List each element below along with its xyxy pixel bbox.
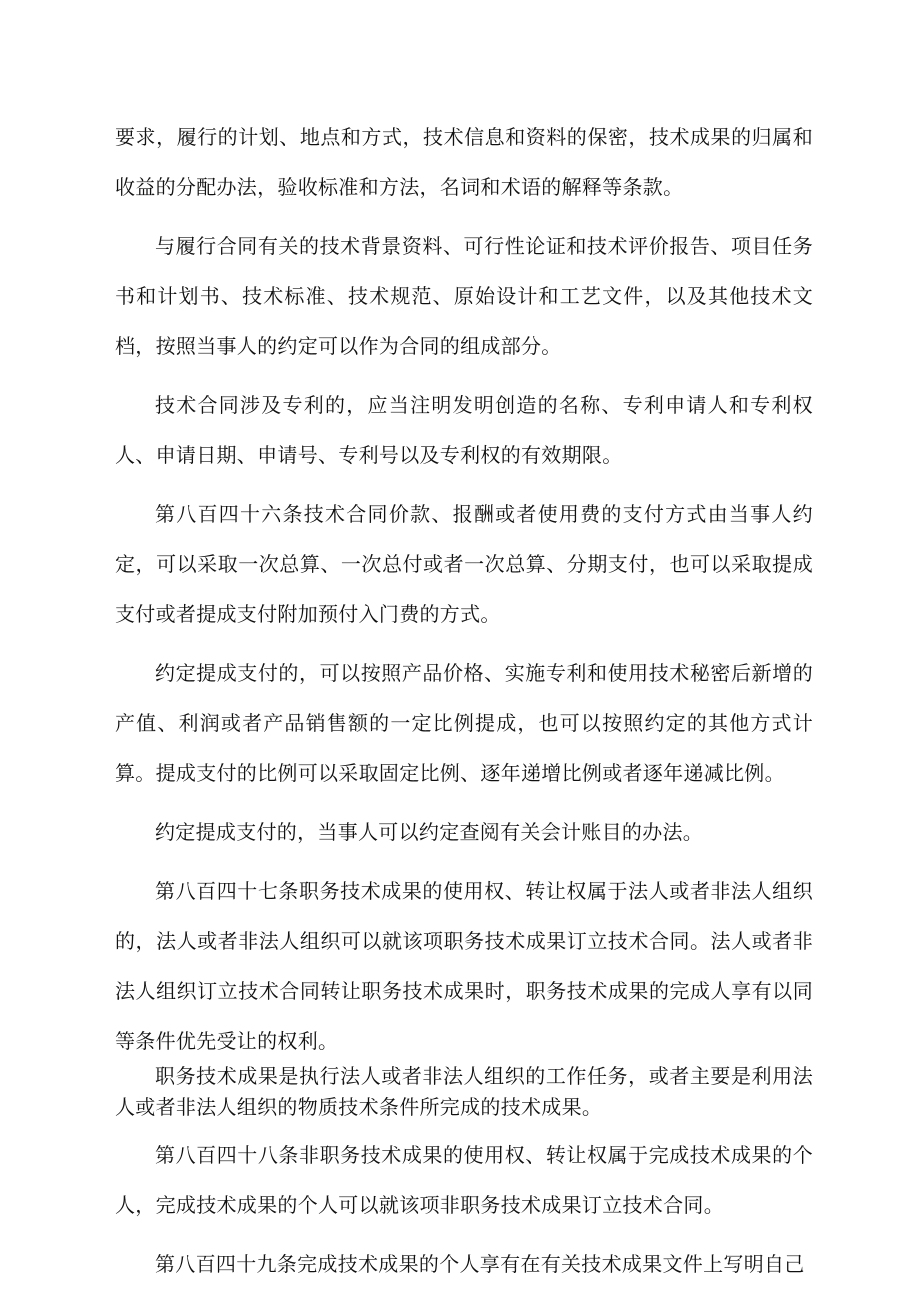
paragraph-4: 第八百四十六条技术合同价款、报酬或者使用费的支付方式由当事人约定，可以采取一次总算、一次总付或者一次总算、分期支付，也可以采取提成支付或者提成支付附加预付入门费的方式。 bbox=[115, 502, 813, 626]
paragraph-8: 职务技术成果是执行法人或者非法人组织的工作任务，或者主要是利用法人或者非法人组织的物质技术条件所完成的技术成果。 bbox=[115, 1064, 813, 1119]
paragraph-9: 第八百四十八条非职务技术成果的使用权、转让权属于完成技术成果的个人，完成技术成果的个人可以就该项非职务技术成果订立技术合同。 bbox=[115, 1143, 813, 1217]
paragraph-1: 要求，履行的计划、地点和方式，技术信息和资料的保密，技术成果的归属和收益的分配办法，验收标准和方法，名词和术语的解释等条款。 bbox=[115, 125, 813, 199]
paragraph-2: 与履行合同有关的技术背景资料、可行性论证和技术评价报告、项目任务书和计划书、技术标准、技术规范、原始设计和工艺文件，以及其他技术文档，按照当事人的约定可以作为合同的组成部分。 bbox=[115, 234, 813, 358]
paragraph-10: 第八百四十九条完成技术成果的个人享有在有关技术成果文件上写明自己 bbox=[155, 1252, 805, 1276]
paragraph-3: 技术合同涉及专利的，应当注明发明创造的名称、专利申请人和专利权人、申请日期、申请号、专利号以及专利权的有效期限。 bbox=[115, 393, 813, 467]
document-body bbox=[115, 112, 813, 1298]
paragraph-5: 约定提成支付的，可以按照产品价格、实施专利和使用技术秘密后新增的产值、利润或者产品销售额的一定比例提成，也可以按照约定的其他方式计算。提成支付的比例可以采取固定比例、逐年递增比例或者逐年递减比例。 bbox=[115, 661, 813, 785]
paragraph-6: 约定提成支付的，当事人可以约定查阅有关会计账目的办法。 bbox=[155, 820, 704, 844]
paragraph-7: 第八百四十七条职务技术成果的使用权、转让权属于法人或者非法人组织的，法人或者非法人组织可以就该项职务技术成果订立技术合同。法人或者非法人组织订立技术合同转让职务技术成果时，职务技术成果的完成人享有以同等条件优先受让的权利。 bbox=[115, 879, 813, 1053]
